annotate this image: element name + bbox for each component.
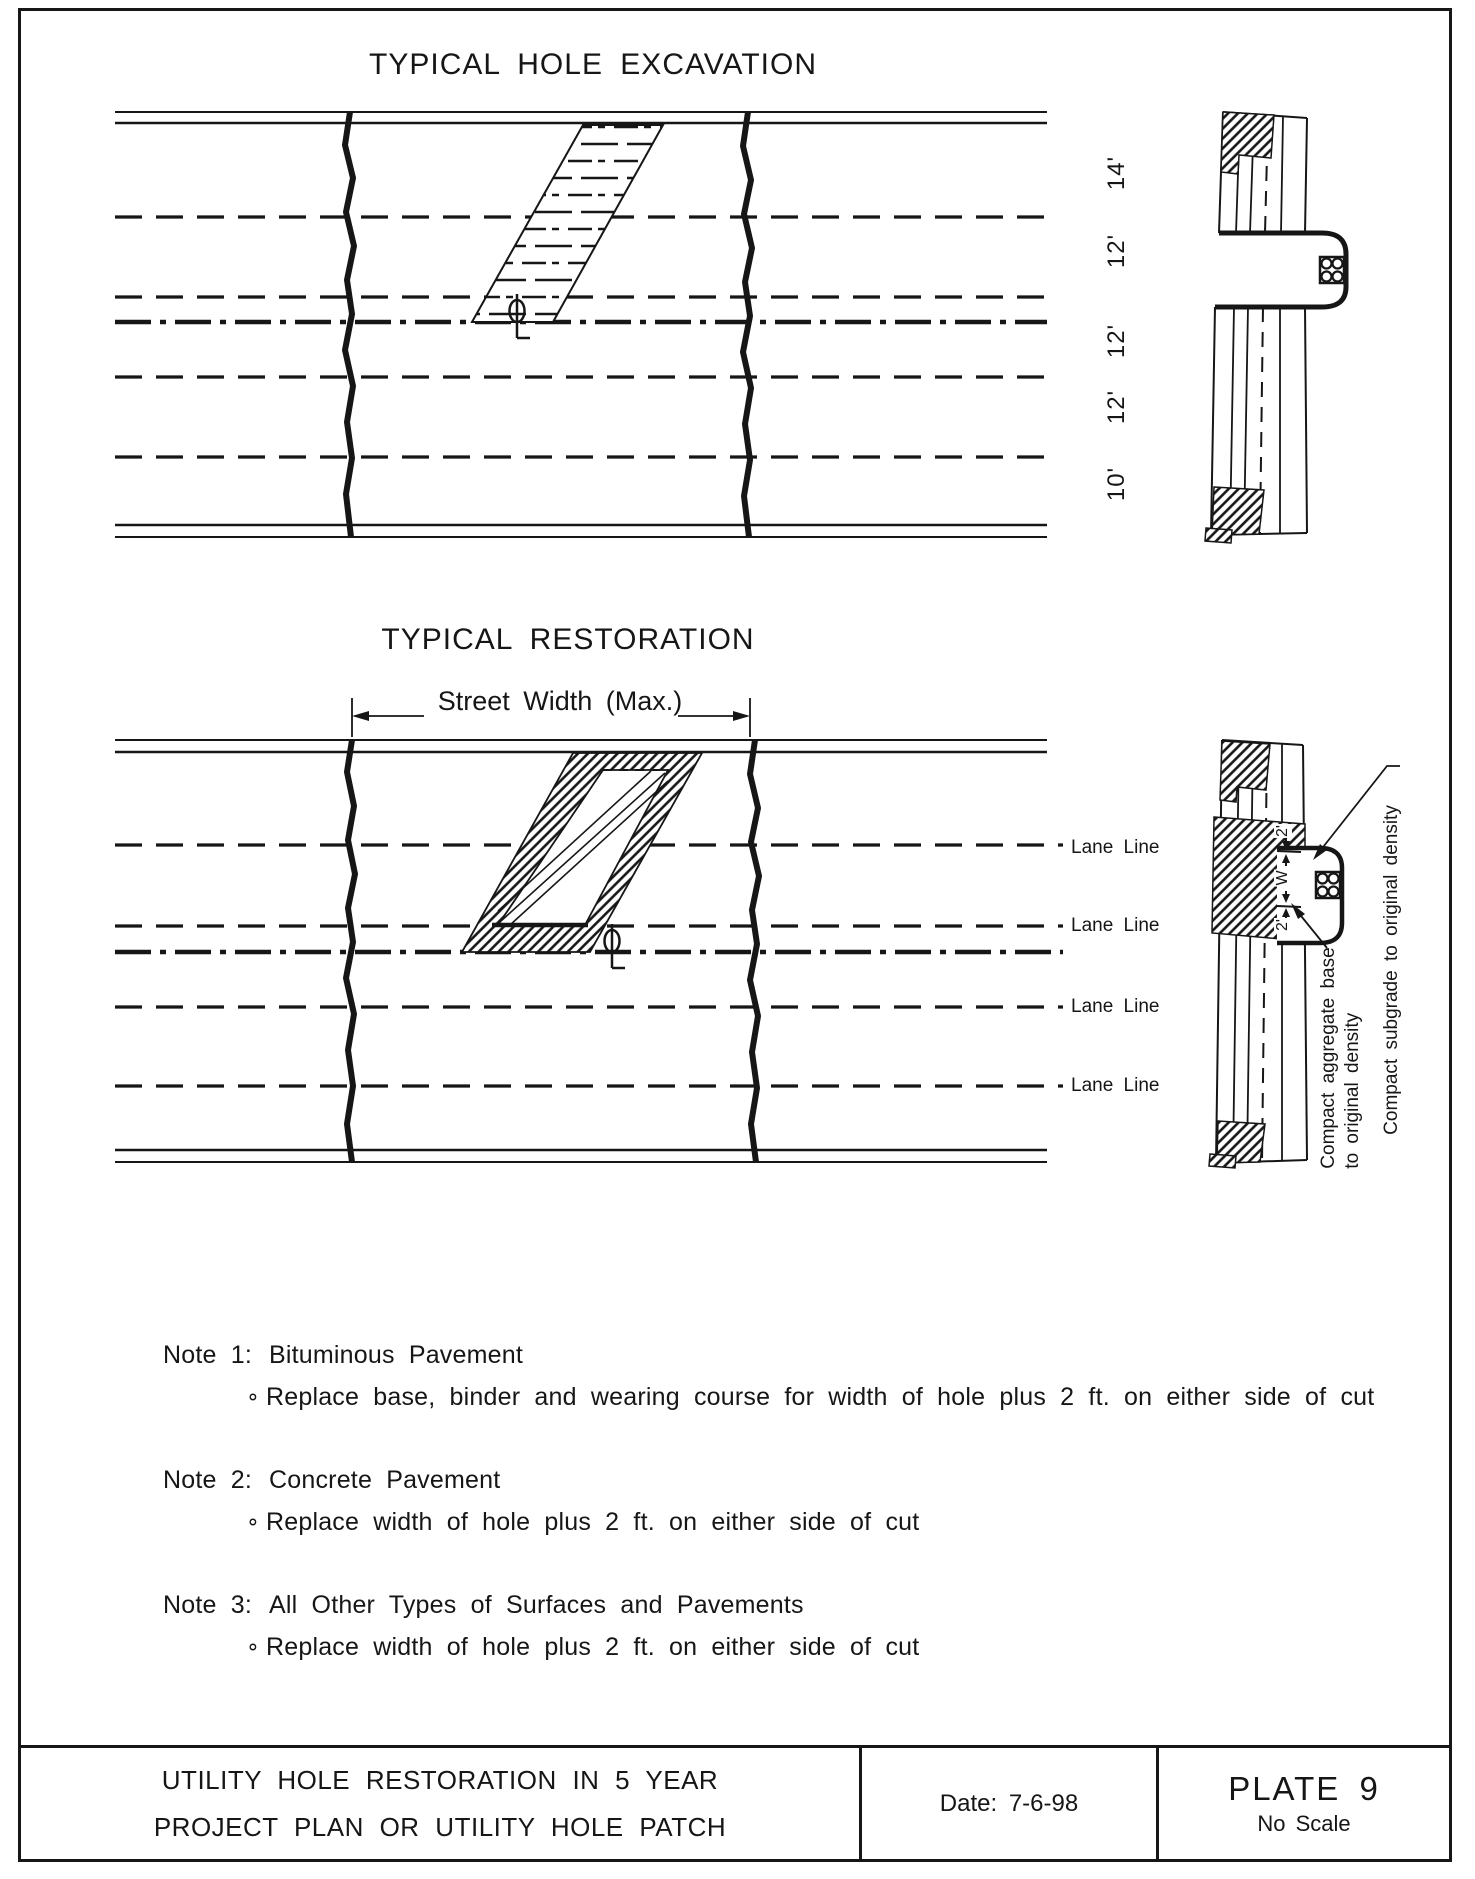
note-text: Replace width of hole plus 2 ft. on either side of cut <box>265 1508 920 1536</box>
sheet-title-line2: PROJECT PLAN OR UTILITY HOLE PATCH <box>153 1811 727 1842</box>
excavation-title: TYPICAL HOLE EXCAVATION <box>369 48 817 81</box>
title-block <box>18 1745 1452 1862</box>
lane-width-label: 12' <box>1103 323 1130 359</box>
street-width-label: Street Width (Max.) <box>437 686 683 716</box>
note-label: Note 1: <box>163 1341 253 1369</box>
note-text: Replace width of hole plus 2 ft. on either side of cut <box>265 1633 920 1661</box>
bullet-icon: ∘ <box>246 1384 260 1409</box>
note-text: Replace base, binder and wearing course for width of hole plus 2 ft. on either side of cut <box>265 1383 1375 1411</box>
aggregate-base-callout-line1: Compact aggregate base <box>1318 947 1339 1169</box>
note-1 <box>163 1341 1374 1425</box>
title-block-date <box>862 1748 1159 1859</box>
lane-width-label: 10' <box>1103 466 1130 502</box>
note-title: Concrete Pavement <box>269 1466 501 1494</box>
patch-dim-width: W <box>1274 870 1291 886</box>
note-heading <box>163 1591 1374 1633</box>
subgrade-callout: Compact subgrade to original density <box>1381 805 1402 1135</box>
note-label: Note 2: <box>163 1466 253 1494</box>
note-title: All Other Types of Surfaces and Pavements <box>269 1591 804 1619</box>
lane-line-label: Lane Line <box>1071 996 1160 1017</box>
note-title: Bituminous Pavement <box>269 1341 523 1369</box>
lane-line-label: Lane Line <box>1071 915 1160 936</box>
bullet-icon: ∘ <box>246 1509 260 1534</box>
scale-label: No Scale <box>1257 1811 1351 1836</box>
title-block-description <box>21 1748 862 1859</box>
sheet-title-line1: UTILITY HOLE RESTORATION IN 5 YEAR <box>161 1764 719 1795</box>
date-label: Date: 7-6-98 <box>939 1789 1079 1817</box>
lane-line-label: Lane Line <box>1071 837 1160 858</box>
lane-width-label: 12' <box>1103 233 1130 269</box>
note-body <box>246 1508 1374 1550</box>
note-body <box>246 1383 1374 1425</box>
aggregate-base-callout <box>1317 947 1365 1168</box>
plate-number: PLATE 9 <box>1228 1770 1380 1807</box>
title-block-plate <box>1159 1748 1449 1859</box>
lane-width-label: 14' <box>1103 155 1130 191</box>
lane-width-label: 12' <box>1103 389 1130 425</box>
note-heading <box>163 1341 1374 1383</box>
patch-dim-bottom: 2' <box>1274 919 1291 931</box>
patch-dim-top: 2' <box>1274 825 1291 837</box>
aggregate-base-callout-line2: to original density <box>1342 1012 1363 1169</box>
note-heading <box>163 1466 1374 1508</box>
note-body <box>246 1633 1374 1675</box>
note-3 <box>163 1591 1374 1675</box>
note-2 <box>163 1466 1374 1550</box>
restoration-title: TYPICAL RESTORATION <box>381 623 755 656</box>
lane-line-label: Lane Line <box>1071 1075 1160 1096</box>
note-label: Note 3: <box>163 1591 253 1619</box>
bullet-icon: ∘ <box>246 1634 260 1659</box>
notes-section <box>163 1341 1374 1716</box>
